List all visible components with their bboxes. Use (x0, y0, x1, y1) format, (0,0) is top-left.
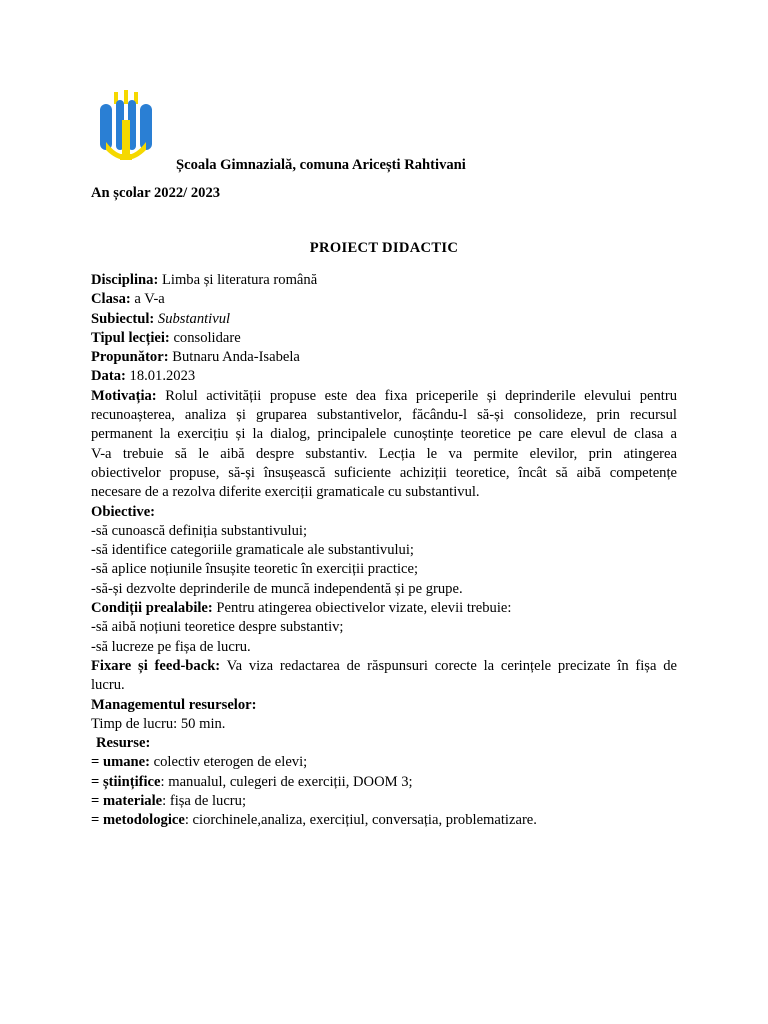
label-management: Managementul resurselor: (91, 696, 257, 713)
obiectiv-item: -să aplice noțiunile însușite teoretic în exerciții practice; (91, 561, 419, 578)
label-tipul: Tipul lecției: (91, 329, 170, 346)
label-metodologice: = metodologice (91, 812, 185, 829)
label-data: Data: (91, 368, 126, 385)
field-tipul (91, 329, 677, 348)
resurse-materiale (91, 792, 677, 811)
conditie-item: -să aibă noțiuni teoretice despre substantiv; (91, 619, 344, 636)
label-umane: = umane: (91, 754, 150, 771)
school-name: Școala Gimnazială, comuna Aricești Rahtivani (176, 157, 466, 173)
motivatia-paragraph (91, 387, 677, 503)
motivatia-line: necesare de a rezolva diferite exerciții gramaticale cu substantivul. (91, 484, 480, 501)
value-umane: colectiv eterogen de elevi; (153, 754, 308, 771)
label-disciplina: Disciplina: (91, 272, 159, 288)
value-tipul: consolidare (173, 329, 241, 346)
value-conditii: Pentru atingerea obiectivelor vizate, elevii trebuie: (216, 600, 512, 617)
fixare-line (91, 657, 677, 676)
motivatia-line (91, 387, 677, 406)
value-stiintifice: : manualul, culegeri de exerciții, DOOM 3; (160, 773, 413, 790)
conditie-item: -să lucreze pe fișa de lucru. (91, 638, 251, 655)
field-conditii (91, 599, 677, 618)
field-clasa (91, 290, 677, 309)
value-data: 18.01.2023 (129, 368, 196, 385)
motivatia-line: V-a trebuie să le aibă despre substantiv. Lecția le va permite elevilor, prin atingerea (91, 445, 677, 462)
resurse-metodologice (91, 811, 677, 830)
motivatia-line: recunoașterea, analiza și gruparea substantivelor, făcându-l să-și consolideze, prin recursul (91, 407, 677, 424)
label-subiectul: Subiectul: (91, 310, 155, 327)
motivatia-line: permanent la exercițiu și la dialog, principalele cunoștințe teoretice pe care elevul de clasa a (91, 426, 677, 443)
label-stiintifice: = științifice (91, 773, 161, 790)
obiectiv-item: -să identifice categoriile gramaticale ale substantivului; (91, 542, 414, 559)
fixare-text: Va viza redactarea de răspunsuri corecte la cerințele precizate în fișa de (226, 657, 677, 674)
motivatia-text: Rolul activității propuse este dea fixa priceperile și deprinderile elevului pentru (165, 387, 677, 404)
obiectiv-item: -să-și dezvolte deprinderile de muncă independentă și pe grupe. (91, 580, 463, 597)
field-data (91, 367, 677, 386)
value-clasa: a V-a (134, 291, 165, 308)
field-propunator (91, 348, 677, 367)
resurse-umane (91, 753, 677, 772)
value-metodologice: : ciorchinele,analiza, exercițiul, conversația, problematizare. (184, 812, 537, 829)
timp-de-lucru: Timp de lucru: 50 min. (91, 715, 226, 732)
value-disciplina: Limba și literatura română (161, 272, 318, 288)
label-propunator: Propunător: (91, 349, 169, 366)
label-obiective: Obiective: (91, 503, 156, 520)
field-subiectul (91, 310, 677, 329)
motivatia-line: obiectivelor propuse, să-și însușească suficiente achiziții teoretice, încât să aibă competențe (91, 464, 677, 481)
resurse-stiintifice (91, 773, 677, 792)
value-materiale: : fișa de lucru; (162, 793, 247, 810)
label-motivatia: Motivația: (91, 387, 157, 404)
school-logo (98, 90, 154, 162)
document-title: PROIECT DIDACTIC (309, 240, 459, 256)
value-subiectul: Substantivul (157, 310, 231, 327)
fixare-paragraph (91, 657, 677, 696)
label-materiale: = materiale (91, 793, 163, 810)
label-clasa: Clasa: (91, 291, 131, 308)
obiectiv-item: -să cunoască definiția substantivului; (91, 522, 308, 539)
fixare-line: lucru. (91, 677, 125, 694)
document-body (91, 271, 677, 831)
label-conditii: Condiții prealabile: (91, 600, 213, 617)
school-year: An școlar 2022/ 2023 (91, 185, 221, 201)
label-fixare: Fixare și feed-back: (91, 657, 221, 674)
label-resurse: Resurse: (96, 735, 151, 752)
field-disciplina (91, 271, 677, 290)
value-propunator: Butnaru Anda-Isabela (172, 349, 300, 366)
